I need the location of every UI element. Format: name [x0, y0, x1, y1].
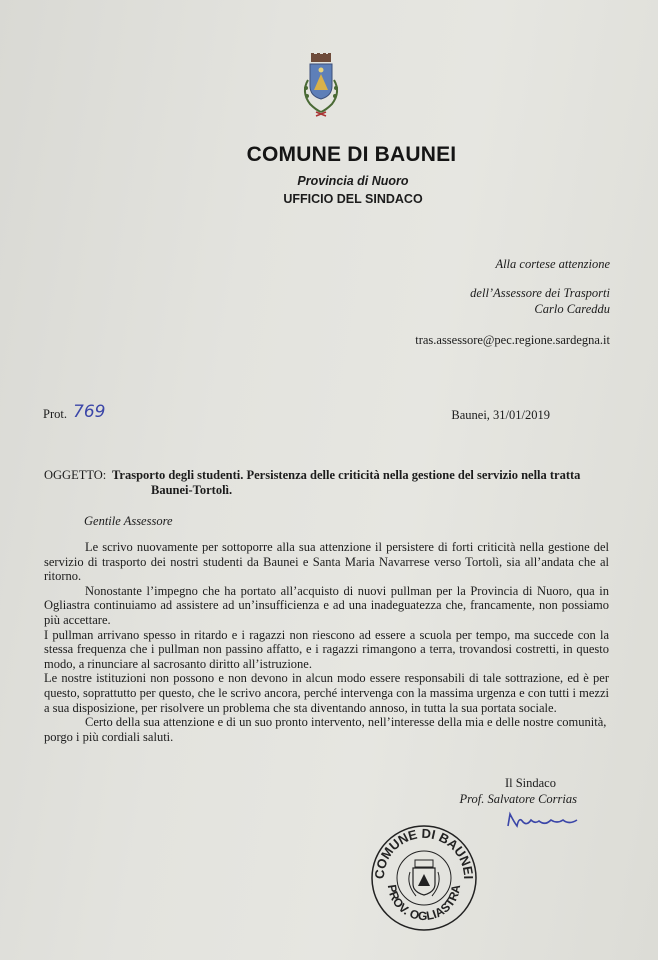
paragraph: porgo i più cordiali saluti. — [44, 729, 174, 744]
signatory-role: Il Sindaco — [504, 776, 556, 790]
subject-line-2: Baunei-Tortolì. — [151, 483, 233, 497]
protocol-label: Prot. — [43, 407, 67, 421]
paragraph: Le scrivo nuovamente per sottoporre alla sua attenzione il persistere di forti criticità nella gestione del servizio di trasporto dei nostri studenti da Baunei e Santa Maria Navarrese verso Tortolì, sia all’andata che al ritorno. — [44, 540, 609, 584]
protocol-number: 769 — [73, 402, 106, 422]
paragraph: Nonostante l’impegno che ha portato all’acquisto di nuovi pullman per la Provincia di Nuoro, qua in Ogliastra continuiamo ad assistere ad un’insufficienza e ad una inadeguatezza che, francamente, non possiamo più accettare. — [44, 583, 609, 627]
subject-label: OGGETTO: — [44, 468, 107, 482]
letter-date: Baunei, 31/01/2019 — [451, 408, 550, 422]
paragraph: Certo della sua attenzione e di un suo pronto intervento, nell’interesse della mia e delle nostre comunità, — [85, 715, 607, 730]
recipient-role: dell’Assessore dei Trasporti — [470, 286, 610, 300]
municipal-stamp — [368, 822, 480, 934]
stamp-top-text: COMUNE DI BAUNEI — [371, 825, 477, 880]
stamp-bottom-text: PROV. OGLIASTRA — [384, 883, 464, 924]
attention-line: Alla cortese attenzione — [495, 257, 610, 271]
province-label: Provincia di Nuoro — [297, 174, 409, 188]
office-label: UFFICIO DEL SINDACO — [283, 192, 423, 206]
signatory-name: Prof. Salvatore Corrias — [459, 792, 577, 806]
municipality-title: COMUNE DI BAUNEI — [246, 143, 457, 166]
handwritten-signature — [505, 808, 585, 834]
greeting: Gentile Assessore — [84, 514, 173, 528]
coat-of-arms-icon — [296, 52, 346, 122]
recipient-email: tras.assessore@pec.regione.sardegna.it — [415, 333, 610, 347]
subject-line-1: Trasporto degli studenti. Persistenza delle criticità nella gestione del servizio nella tratta — [112, 468, 581, 482]
paragraph: Le nostre istituzioni non possono e non devono in alcun modo essere responsabili di tale sottrazione, ed è per questo, soprattutto per questo, che le scrivo ancora, perché intervenga con la massima urgenza e con tutti i mezzi a sua disposizione, per risolvere un problema che sta diventando annoso, in tutta la sua portata sociale. — [44, 671, 609, 715]
recipient-name: Carlo Careddu — [534, 302, 610, 316]
letter-body — [44, 540, 609, 744]
paragraph: I pullman arrivano spesso in ritardo e i ragazzi non riescono ad essere a scuola per tempo, ma succede con la stessa frequenza che i pullman non passino affatto, e i ragazzi rimangono a terra, trovandosi costretti, in questo modo, a rinunciare al sacrosanto diritto all’istruzione. — [44, 627, 609, 671]
